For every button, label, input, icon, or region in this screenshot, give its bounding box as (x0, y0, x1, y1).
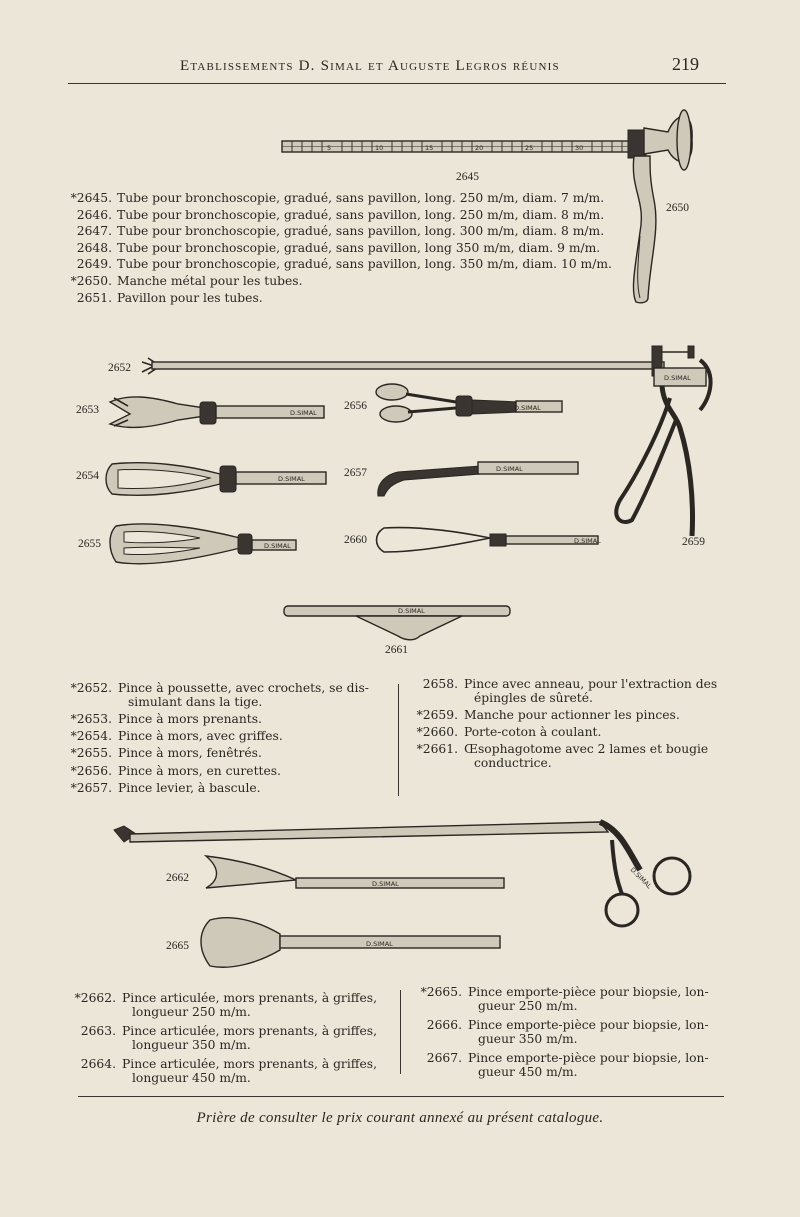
list-item: 2651. Pavillon pour les tubes. (76, 290, 263, 305)
maker-mark: D.SIMAL (628, 865, 654, 891)
figure-label: 2657 (344, 467, 367, 479)
list-item: *2656. Pince à mors, en curettes. (70, 763, 281, 778)
maker-mark: D.SIMAL (264, 542, 291, 550)
figure-label: 2660 (344, 534, 367, 546)
maker-mark: D.SIMAL (278, 475, 305, 483)
list-item: 2649. Tube pour bronchoscopie, gradué, sans pavillon, long. 350 m/m, diam. 10 m/m. (76, 257, 612, 272)
biopsy-forceps-2665 (201, 918, 500, 968)
list-item: *2662. Pince articulée, mors prenants, à griffes, longueur 250 m/m. (74, 991, 377, 1019)
articulated-forceps-2662-short (206, 856, 504, 888)
articulated-forceps-2662 (114, 822, 690, 926)
page-number: 219 (672, 54, 699, 74)
maker-mark: D.SIMAL (290, 409, 317, 417)
list-item: *2659. Manche pour actionner les pinces. (416, 707, 680, 722)
figure-label: 2661 (385, 644, 408, 656)
column-divider (398, 684, 399, 796)
forceps-handle-2659 (616, 360, 710, 536)
maker-mark: D.SIMAL (366, 940, 393, 948)
scale-number: 20 (475, 144, 484, 152)
list-item: *2650. Manche métal pour les tubes. (70, 273, 303, 288)
figure-label: 2656 (344, 400, 367, 412)
figure-label: 2653 (76, 404, 99, 416)
scale-number: 5 (327, 144, 332, 152)
bronchoscope-tube-2645 (282, 141, 642, 152)
figure-label: 2665 (166, 940, 189, 952)
list-item: *2657. Pince levier, à bascule. (70, 780, 261, 795)
maker-mark: D.SIMAL (514, 404, 541, 412)
articulated-forceps-list (74, 992, 396, 1091)
figure-label: 2650 (666, 202, 689, 214)
list-item: *2660. Porte-coton à coulant. (416, 725, 602, 740)
forceps-2656 (376, 384, 562, 422)
footer-note: Prière de consulter le prix courant annexé au présent catalogue. (196, 1110, 604, 1126)
lever-forceps-2657 (378, 462, 578, 496)
list-item: 2647. Tube pour bronchoscopie, gradué, sans pavillon, long. 300 m/m, diam. 8 m/m. (76, 224, 605, 239)
maker-mark: D.SIMAL (496, 465, 523, 473)
figure-label: 2645 (456, 171, 479, 183)
maker-mark: D.SIMAL (398, 607, 425, 615)
forceps-2653 (110, 397, 324, 428)
list-item: 2648. Tube pour bronchoscopie, gradué, sans pavillon, long 350 m/m, diam. 9 m/m. (76, 240, 601, 255)
forceps-list-right (416, 678, 734, 774)
list-item: *2653. Pince à mors prenants. (70, 711, 262, 726)
list-item: 2664. Pince articulée, mors prenants, à griffes, longueur 450 m/m. (80, 1057, 377, 1085)
figure-label: 2654 (76, 470, 99, 482)
scale-number: 15 (425, 144, 434, 152)
scale-number: 25 (525, 144, 534, 152)
figure-label: 2655 (78, 538, 101, 550)
maker-mark: D.SIMAL (664, 374, 691, 382)
list-item: *2665. Pince emporte-pièce pour biopsie, lon- gueur 250 m/m. (420, 985, 709, 1013)
list-item: *2654. Pince à mors, avec griffes. (70, 729, 283, 744)
list-item: 2663. Pince articulée, mors prenants, à griffes, longueur 350 m/m. (80, 1024, 377, 1052)
forceps-2655 (110, 524, 296, 564)
biopsy-forceps-list (420, 986, 738, 1085)
list-item: *2661. Œsophagotome avec 2 lames et bougie conductrice. (416, 742, 709, 770)
footer-rule (78, 1096, 724, 1097)
figure-label: 2659 (682, 536, 705, 548)
maker-mark: D.SIMAL (574, 537, 601, 545)
list-item: *2655. Pince à mors, fenêtrés. (70, 746, 262, 761)
forceps-list-left (70, 682, 392, 799)
pusher-forceps-2652 (142, 346, 694, 376)
maker-mark: D.SIMAL (372, 880, 399, 888)
list-item: 2667. Pince emporte-pièce pour biopsie, lon- gueur 450 m/m. (426, 1051, 709, 1079)
scale-number: 30 (575, 144, 584, 152)
list-item: 2646. Tube pour bronchoscopie, gradué, sans pavillon, long. 250 m/m, diam. 8 m/m. (76, 207, 605, 222)
list-item: 2666. Pince emporte-pièce pour biopsie, lon- gueur 350 m/m. (426, 1018, 709, 1046)
cotton-holder-2660 (377, 528, 602, 552)
forceps-2654 (106, 463, 326, 496)
list-item: *2645. Tube pour bronchoscopie, gradué, sans pavillon, long. 250 m/m, diam. 7 m/m. (70, 191, 605, 205)
running-title: Etablissements D. Simal et Auguste Legros réunis (180, 58, 560, 74)
scale-number: 10 (375, 144, 384, 152)
column-divider (400, 990, 401, 1074)
figure-label: 2652 (108, 362, 131, 374)
list-item: *2652. Pince à poussette, avec crochets, se dis- simulant dans la tige. (70, 681, 369, 709)
list-item: 2658. Pince avec anneau, pour l'extraction des épingles de sûreté. (422, 677, 718, 705)
figure-label: 2662 (166, 872, 189, 884)
oesophagotome-2661 (284, 606, 510, 640)
bronchoscopy-tube-list (68, 190, 612, 306)
